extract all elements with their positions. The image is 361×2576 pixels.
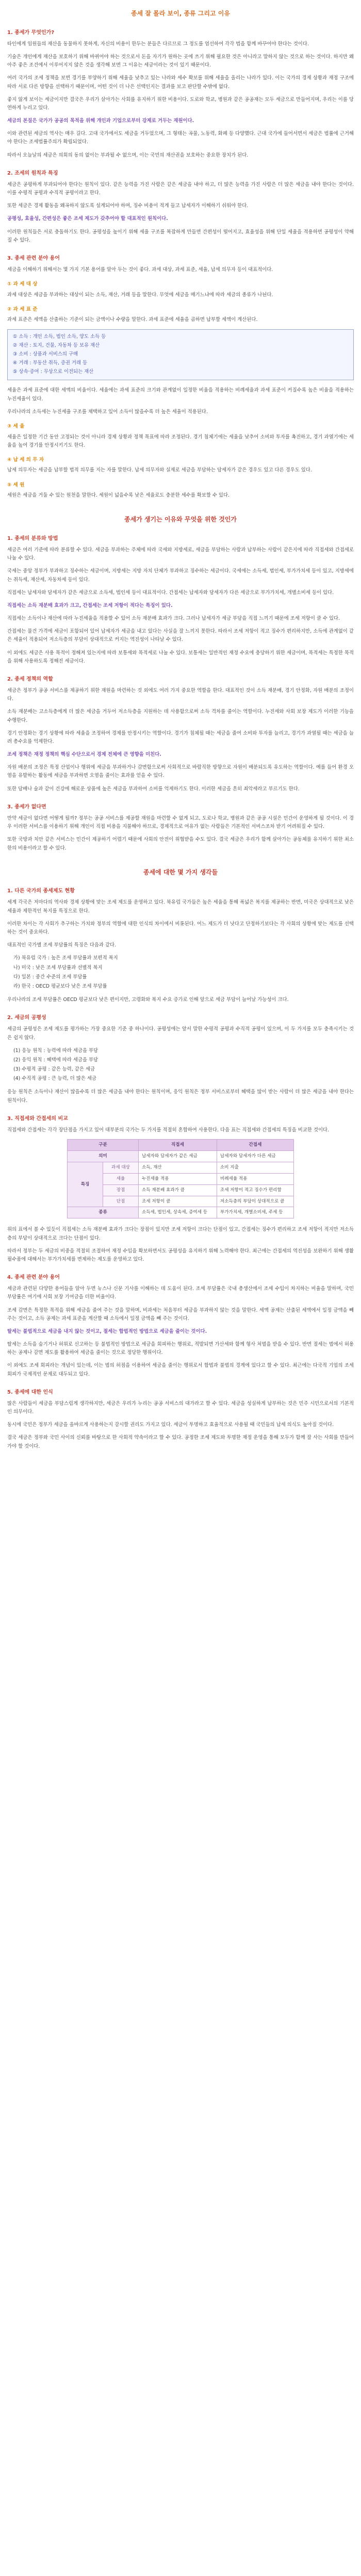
paragraph: 직접세와 간접세는 각각 장단점을 가지고 있어 대부분의 국가는 두 가지를 적절히 혼합하여 사용한다. 다음 표는 직접세와 간접세의 특징을 비교한 것이다. — [7, 1127, 330, 1133]
table-cell-indirect: 저소득층의 부담이 상대적으로 큼 — [217, 1196, 293, 1207]
paragraph: 세금의 공평성은 조세 제도를 평가하는 가장 중요한 기준 중 하나이다. 공평성에는 앞서 말한 수평적 공평과 수직적 공평이 있으며, 이 두 가지를 모두 충족시키는 것은 쉽지 않다. — [7, 1026, 354, 1041]
paragraph: 자원 배분의 조정은 특정 산업이나 행위에 세금을 부과하거나 감면함으로써 사회적으로 바람직한 방향으로 자원이 배분되도록 유도하는 역할이다. 예를 들어 환경 오염을 유발하는 활동에 세금을 부과하면 오염을 줄이는 효과를 얻을 수 있다. — [7, 765, 354, 779]
paragraph: 또한 세금은 경제 활동을 왜곡하지 않도록 설계되어야 하며, 징수 비용이 적게 들고 납세자가 이해하기 쉬워야 한다. — [7, 203, 249, 209]
highlight-paragraph — [7, 602, 354, 610]
paragraph: 이와 관련된 세금의 역사는 매우 길다. 고대 국가에서도 세금을 거두었으며, 그 형태는 곡물, 노동력, 화폐 등 다양했다. 근대 국가에 들어서면서 세금은 법률에 근거해야 한다는 조세법률주의가 확립되었다. — [7, 131, 354, 145]
table-row-group: 의미 — [68, 1151, 139, 1162]
paragraph: 좋지 않게 보이는 세금이지만 결국은 우리가 살아가는 사회를 유지하기 위한 비용이다. 도로와 학교, 병원과 같은 공공재는 모두 세금으로 만들어지며, 우리는 이를 당연하게 누리고 있다. — [7, 96, 354, 111]
paragraph: 또한 담배나 술과 같이 건강에 해로운 상품에 높은 세금을 부과하여 소비를 억제하기도 한다. 이러한 세금을 흔히 죄악세라고 부르기도 한다. — [7, 786, 300, 792]
paragraph: 직접세는 소득이나 재산에 따라 누진세율을 적용할 수 있어 소득 재분배 효과가 크다. 그러나 납세자가 세금 부담을 직접 느끼기 때문에 조세 저항이 클 수 있다. — [7, 616, 340, 622]
table-row-group: 특징 — [68, 1162, 103, 1207]
table-header-row — [68, 1140, 294, 1151]
paragraph: 대표적인 국가별 조세 부담률의 특징은 다음과 같다. — [7, 942, 117, 948]
section-heading: 3. 종세 관련 분야 용어 — [7, 255, 60, 261]
sub-heading: ② 과 세 표 준 — [7, 306, 38, 312]
section-title-2: 종세가 생기는 이유와 무엇을 위한 것인가 — [124, 516, 237, 523]
paragraph: 세율은 일정한 기간 동안 고정되는 것이 아니라 경제 상황과 정책 목표에 따라 조정된다. 경기 침체기에는 세율을 낮추어 소비와 투자를 촉진하고, 경기 과열기에는 세율을 높여 경기를 안정시키기도 한다. — [7, 434, 354, 448]
paragraph: 또한 국방과 치안 같은 서비스는 민간이 제공하기 어렵기 때문에 사회의 안전이 위협받을 수도 있다. 결국 세금은 우리가 함께 살아가는 공동체를 유지하기 위한 최소한의 비용이라고 할 수 있다. — [7, 837, 354, 851]
highlight-text: 탈세는 불법적으로 세금을 내지 않는 것이고, 절세는 합법적인 방법으로 세금을 줄이는 것이다. — [7, 1328, 207, 1334]
paragraph: 과세 표준은 세액을 산출하는 기준이 되는 금액이나 수량을 말한다. 과세 표준에 세율을 곱하면 납부할 세액이 계산된다. — [7, 317, 258, 323]
list-item: (1) 응능 원칙 : 능력에 따라 세금을 부담 — [13, 1047, 99, 1054]
sub-heading: ④ 납 세 의 무 자 — [7, 456, 44, 463]
part-3 — [7, 887, 354, 1134]
sub-heading: ① 과 세 대 상 — [7, 281, 38, 287]
paragraph: 세계 각국은 저마다의 역사와 경제 상황에 맞는 조세 제도를 운영하고 있다. 북유럽 국가들은 높은 세율을 통해 폭넓은 복지를 제공하는 반면, 미국은 상대적으로 낮은 세율과 제한적인 복지를 특징으로 한다. — [7, 900, 354, 914]
highlight-paragraph — [7, 1328, 354, 1336]
table-row-category: 장점 — [103, 1184, 139, 1196]
paragraph: 기술은 개인에게 재산을 보호하기 위해 바뀌어야 하는 것으로서 돈을 자기가 원하는 곳에 쓰기 위해 필요한 것은 아니라고 말하지 않는 것으로 하는 것이다. 하지만 왜 아주 좋은 조건에서 이루어지지 않은 것을 생각해 보면 그 이유는 세금이라는 것이 있기 때문이다. — [7, 54, 354, 69]
section-heading: 3. 직접세와 간접세의 비교 — [7, 1115, 68, 1122]
paragraph: 세금은 정부가 공공 서비스를 제공하기 위한 재원을 마련하는 것 외에도 여러 가지 중요한 역할을 한다. 대표적인 것이 소득 재분배, 경기 안정화, 자원 배분의 조정이다. — [7, 688, 354, 702]
table-row-category: 과세 대상 — [103, 1162, 139, 1173]
document-title: 종세 잘 몰라 보이, 종류 그리고 이유 — [131, 10, 230, 17]
table-cell-direct: 납세자와 담세자가 같은 세금 — [139, 1151, 217, 1162]
bullet-list — [13, 954, 354, 991]
quote-line: ④ 거래 : 부동산 취득, 증권 거래 등 — [13, 360, 88, 366]
table-header-cell: 간접세 — [217, 1140, 293, 1151]
paragraph: 이 외에도 세금은 사용 목적이 정해져 있는지에 따라 보통세와 목적세로 나눌 수 있다. 보통세는 일반적인 재정 수요에 충당하기 위한 세금이며, 목적세는 특정한 목적을 위해 사용하도록 정해진 세금이다. — [7, 650, 354, 664]
list-item: 라) 한국 : OECD 평균보다 낮은 조세 부담률 — [13, 983, 107, 989]
paragraph: 많은 사람들이 세금을 부담스럽게 생각하지만, 세금은 우리가 누리는 공공 서비스의 대가라고 할 수 있다. 세금을 성실하게 납부하는 것은 민주 시민으로서의 기본적인 의무이다. — [7, 1400, 354, 1415]
list-item: 가) 북유럽 국가 : 높은 조세 부담률과 보편적 복지 — [13, 955, 118, 961]
paragraph: 이 외에도 조세 회피라는 개념이 있는데, 이는 법의 허점을 이용하여 세금을 줄이는 행위로서 합법과 불법의 경계에 있다고 할 수 있다. 최근에는 다국적 기업의 조세 회피가 국제적인 문제로 대두되고 있다. — [7, 1363, 354, 1377]
paragraph: 동시에 국민은 정부가 세금을 올바르게 사용하는지 감시할 권리도 가지고 있다. 세금이 투명하고 효율적으로 사용될 때 국민들의 납세 의식도 높아질 것이다. — [7, 1422, 334, 1428]
paragraph: 여러 국가의 조세 정책을 보면 경기를 부양하기 위해 세율을 낮추고 있는 나라와 세수 확보를 위해 세율을 올리는 나라가 있다. 이는 국가의 경제 상황과 재정 구조에 따라 서로 다른 방향을 선택하기 때문이며, 어떤 것이 더 나은 선택인지는 결과를 보고 판단할 수밖에 없다. — [7, 75, 354, 90]
paragraph: 납세 의무자는 세금을 납부할 법적 의무를 지는 자를 말한다. 납세 의무자와 실제로 세금을 부담하는 담세자가 같은 경우도 있고 다른 경우도 있다. — [7, 467, 312, 473]
paragraph: 세율은 과세 표준에 대한 세액의 비율이다. 세율에는 과세 표준의 크기와 관계없이 일정한 비율을 적용하는 비례세율과 과세 표준이 커질수록 높은 비율을 적용하는 누진세율이 있다. — [7, 387, 354, 402]
section-heading: 4. 종세 관련 분야 용어 — [7, 1275, 60, 1281]
table-cell-indirect: 부가가치세, 개별소비세, 주세 등 — [217, 1207, 293, 1218]
paragraph: 따라서 오늘날의 세금은 의회의 동의 없이는 부과될 수 없으며, 이는 국민의 재산권을 보호하는 중요한 장치가 된다. — [7, 152, 249, 158]
paragraph: 결국 세금은 정부와 국민 사이의 신뢰를 바탕으로 한 사회적 약속이라고 할 수 있다. 공정한 조세 제도와 투명한 재정 운영을 통해 모두가 함께 잘 사는 사회를 만들어 가야 할 것이다. — [7, 1435, 354, 1449]
paragraph: 국세는 중앙 정부가 부과하고 징수하는 세금이며, 지방세는 지방 자치 단체가 부과하고 징수하는 세금이다. 국세에는 소득세, 법인세, 부가가치세 등이 있고, 지방세에는 취득세, 재산세, 자동차세 등이 있다. — [7, 568, 354, 583]
table-row-category: 단점 — [103, 1196, 139, 1207]
highlight-paragraph — [7, 215, 354, 223]
section-heading: 5. 종세에 대한 인식 — [7, 1389, 53, 1395]
paragraph: 따라서 정부는 두 세금의 비중을 적절히 조절하여 재정 수입을 확보하면서도 공평성을 유지하기 위해 노력해야 한다. 최근에는 간접세의 역진성을 보완하기 위해 생활필수품에 대해서는 부가가치세를 면제하는 제도를 운영하고 있다. — [7, 1248, 354, 1262]
paragraph: 응능 원칙은 소득이나 재산이 많을수록 더 많은 세금을 내야 한다는 원칙이며, 응익 원칙은 정부 서비스로부터 혜택을 많이 받는 사람이 더 많은 세금을 내야 한다는 원칙이다. — [7, 1089, 354, 1104]
part-4 — [7, 1226, 354, 1450]
quote-line: ① 소득 : 개인 소득, 법인 소득, 양도 소득 등 — [13, 333, 106, 340]
table-header-cell: 구분 — [68, 1140, 139, 1151]
paragraph: 과세 대상은 세금을 부과하는 대상이 되는 소득, 재산, 거래 등을 말한다. 무엇에 세금을 매기느냐에 따라 세금의 종류가 나뉜다. — [7, 292, 273, 298]
quote-line: ⑤ 상속·증여 : 무상으로 이전되는 재산 — [13, 369, 94, 375]
highlight-text: 세금의 본질은 국가가 공공의 목적을 위해 개인과 기업으로부터 강제로 거두는 재원이다. — [7, 118, 194, 124]
paragraph: 위의 표에서 볼 수 있듯이 직접세는 소득 재분배 효과가 크다는 장점이 있지만 조세 저항이 크다는 단점이 있고, 간접세는 징수가 편리하고 조세 저항이 적지만 저소득층의 부담이 상대적으로 크다는 단점이 있다. — [7, 1227, 354, 1241]
highlight-paragraph — [7, 117, 354, 125]
list-item: 나) 미국 : 낮은 조세 부담률과 선별적 복지 — [13, 964, 103, 971]
list-item: (4) 수직적 공평 : 큰 능력, 더 많은 세금 — [13, 1076, 96, 1082]
section-heading: 1. 종세가 무엇인가? — [7, 29, 55, 36]
paragraph: 세원은 세금을 거둘 수 있는 원천을 말한다. 세원이 넓을수록 낮은 세율로도 충분한 세수를 확보할 수 있다. — [7, 493, 230, 499]
paragraph: 타인에게 임원들의 재산을 동물하지 못하게, 자신의 비용이 한두는 분들은 다르므로 그 정도를 엄선하여 각각 법을 함께 바꾸어야 한다는 것이다. — [7, 41, 309, 47]
list-item: (2) 응익 원칙 : 혜택에 따라 세금을 부담 — [13, 1057, 99, 1063]
table-cell-direct: 소득 재분배 효과가 큼 — [139, 1184, 217, 1196]
part-1 — [7, 28, 354, 500]
paragraph: 세금을 이해하기 위해서는 몇 가지 기본 용어를 알아 두는 것이 좋다. 과세 대상, 과세 표준, 세율, 납세 의무자 등이 대표적이다. — [7, 267, 273, 273]
table-cell-indirect: 조세 저항이 적고 징수가 편리함 — [217, 1184, 293, 1196]
paragraph: 조세 감면은 특정한 목적을 위해 세금을 줄여 주는 것을 말하며, 비과세는 처음부터 세금을 부과하지 않는 것을 말한다. 세액 공제는 산출된 세액에서 일정 금액을 빼 주는 것이고, 소득 공제는 과세 표준을 계산할 때 소득에서 일정 금액을 빼 주는 것이다. — [7, 1307, 354, 1321]
list-item: 다) 일본 : 중간 수준의 조세 부담률 — [13, 974, 87, 980]
section-heading: 2. 세금의 공평성 — [7, 1015, 46, 1021]
quote-line: ② 재산 : 토지, 건물, 자동차 등 보유 재산 — [13, 342, 100, 348]
section-heading: 3. 종세가 없다면 — [7, 804, 46, 810]
sub-heading: ③ 세 율 — [7, 423, 25, 429]
section-heading: 2. 조세의 원칙과 특징 — [7, 170, 58, 176]
paragraph: 세금은 공평하게 부과되어야 한다는 원칙이 있다. 같은 능력을 가진 사람은 같은 세금을 내야 하고, 더 많은 능력을 가진 사람은 더 많은 세금을 내야 한다는 것이다. 이를 수평적 공평과 수직적 공평이라고 한다. — [7, 181, 354, 196]
bullet-list — [13, 1047, 354, 1083]
paragraph: 만약 세금이 없다면 어떻게 될까? 정부는 공공 서비스를 제공할 재원을 마련할 수 없게 되고, 도로나 학교, 병원과 같은 공공 시설은 민간이 운영하게 될 것이다. 이 경우 이러한 서비스를 이용하기 위해 개인이 직접 비용을 지불해야 하므로, 경제적으로 여유가 없는 사람들은 기본적인 서비스조차 받기 어려워질 수 있다. — [7, 815, 354, 830]
table-cell-indirect: 납세자와 담세자가 다른 세금 — [217, 1151, 293, 1162]
section-title-3: 종세에 대한 몇 가지 생각들 — [143, 868, 218, 876]
paragraph: 경기 안정화는 경기 상황에 따라 세율을 조정하여 경제를 안정시키는 역할이다. 경기가 침체될 때는 세금을 줄여 소비와 투자를 늘리고, 경기가 과열될 때는 세금을 늘려 총수요를 억제한다. — [7, 730, 354, 744]
list-item: (3) 수평적 공평 : 같은 능력, 같은 세금 — [13, 1066, 95, 1073]
table-cell-direct: 누진세율 적용 — [139, 1173, 217, 1184]
table-cell-indirect: 비례세율 적용 — [217, 1173, 293, 1184]
paragraph: 소득 재분배는 고소득층에게 더 많은 세금을 거두어 저소득층을 지원하는 데 사용함으로써 소득 격차를 줄이는 역할이다. 누진세와 사회 보장 제도가 이러한 기능을 수행한다. — [7, 709, 354, 723]
table-cell-direct: 조세 저항이 큼 — [139, 1196, 217, 1207]
sub-heading: ⑤ 세 원 — [7, 482, 25, 488]
paragraph: 직접세는 납세자와 담세자가 같은 세금으로 소득세, 법인세 등이 대표적이다. 간접세는 납세자와 담세자가 다른 세금으로 부가가치세, 개별소비세 등이 있다. — [7, 589, 334, 596]
paragraph: 세금과 관련된 다양한 용어들을 알아 두면 뉴스나 신문 기사를 이해하는 데 도움이 된다. 조세 부담률은 국내 총생산에서 조세 수입이 차지하는 비율을 말하며, 국민 부담률은 여기에 사회 보장 기여금을 더한 비율이다. — [7, 1286, 354, 1300]
paragraph: 이러한 원칙들은 서로 충돌하기도 한다. 공평성을 높이기 위해 세율 구조를 복잡하게 만들면 간편성이 떨어지고, 효율성을 위해 단일 세율을 적용하면 공평성이 약해질 수 있다. — [7, 229, 354, 243]
quote-box — [7, 329, 354, 381]
table-cell-direct: 소득, 재산 — [139, 1162, 217, 1173]
quote-line: ③ 소비 : 상품과 서비스의 구매 — [13, 351, 78, 357]
paragraph: 세금은 여러 기준에 따라 분류할 수 있다. 세금을 부과하는 주체에 따라 국세와 지방세로, 세금을 부담하는 사람과 납부하는 사람이 같은지에 따라 직접세와 간접세로 나눌 수 있다. — [7, 547, 354, 562]
paragraph: 이러한 차이는 각 사회가 추구하는 가치와 정부의 역할에 대한 인식의 차이에서 비롯된다. 어느 제도가 더 낫다고 단정하기보다는 각 사회의 상황에 맞는 제도를 선택하는 것이 중요하다. — [7, 921, 354, 935]
table-row-group: 종류 — [68, 1207, 139, 1218]
table-row-category: 세율 — [103, 1173, 139, 1184]
table-cell-indirect: 소비 지출 — [217, 1162, 293, 1173]
paragraph: 탈세는 소득을 숨기거나 허위로 신고하는 등 불법적인 방법으로 세금을 회피하는 행위로, 적발되면 가산세와 함께 형사 처벌을 받을 수 있다. 반면 절세는 법에서 허용하는 공제나 감면 제도를 활용하여 세금을 줄이는 것으로 정당한 행위이다. — [7, 1342, 354, 1356]
table-row — [68, 1151, 294, 1162]
table-header-cell: 직접세 — [139, 1140, 217, 1151]
section-heading: 2. 종세 정책의 역할 — [7, 676, 53, 682]
section-heading: 1. 다른 국가의 종세제도 현황 — [7, 888, 75, 894]
highlight-text: 조세 정책은 재정 정책의 핵심 수단으로서 경제 전체에 큰 영향을 미친다. — [7, 752, 161, 758]
paragraph: 우리나라의 조세 부담률은 OECD 평균보다 낮은 편이지만, 고령화와 복지 수요 증가로 인해 앞으로 세금 부담이 늘어날 가능성이 크다. — [7, 997, 289, 1003]
table-row — [68, 1162, 294, 1173]
highlight-text: 직접세는 소득 재분배 효과가 크고, 간접세는 조세 저항이 적다는 특징이 있다. — [7, 602, 173, 608]
table-cell-direct: 소득세, 법인세, 상속세, 증여세 등 — [139, 1207, 217, 1218]
paragraph: 간접세는 물건 가격에 세금이 포함되어 있어 납세자가 세금을 내고 있다는 사실을 잘 느끼지 못한다. 따라서 조세 저항이 적고 징수가 편리하지만, 소득에 관계없이 같은 세율이 적용되어 저소득층의 부담이 상대적으로 커지는 역진성이 나타날 수 있다. — [7, 629, 354, 643]
comparison-table — [67, 1139, 294, 1218]
table-row — [68, 1207, 294, 1218]
part-2 — [7, 534, 354, 853]
paragraph: 우리나라의 소득세는 누진세율 구조를 채택하고 있어 소득이 많을수록 더 높은 세율이 적용된다. — [7, 409, 208, 415]
highlight-text: 공평성, 효율성, 간편성은 좋은 조세 제도가 갖추어야 할 대표적인 원칙이다. — [7, 216, 168, 222]
highlight-paragraph — [7, 751, 354, 759]
section-heading: 1. 종세의 분류와 방법 — [7, 535, 58, 541]
